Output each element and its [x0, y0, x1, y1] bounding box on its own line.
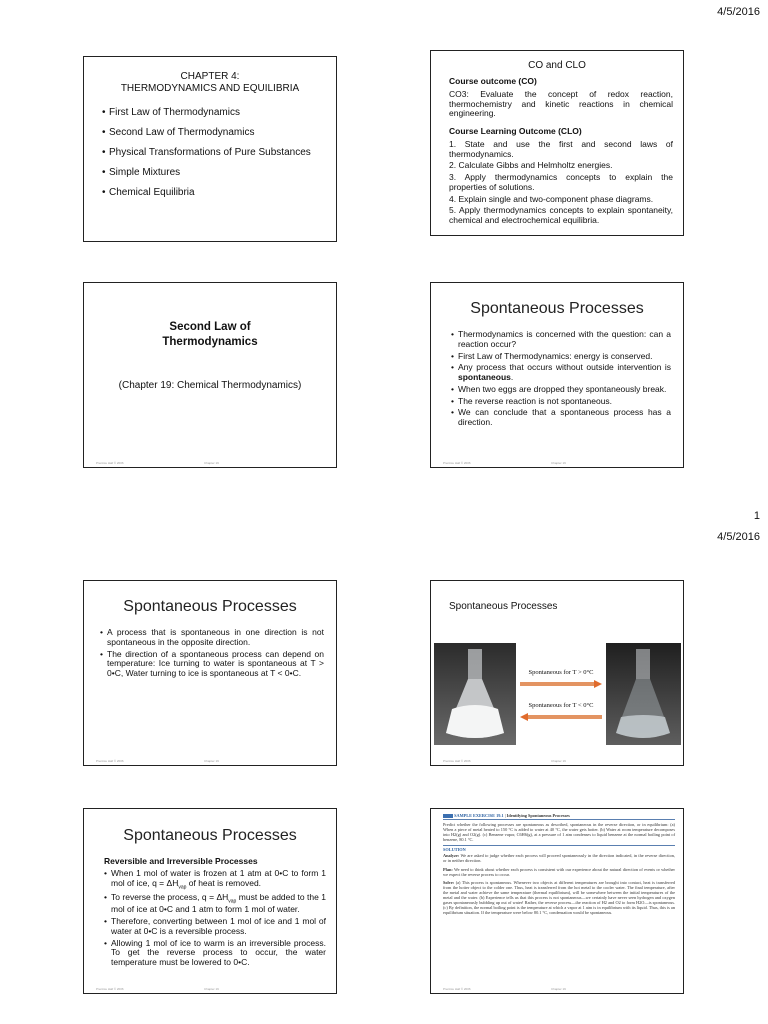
bullet-list — [104, 869, 326, 968]
list-item: • A process that is spontaneous in one direction is not spontaneous in the opposite direction. — [100, 628, 324, 648]
list-item: • When two eggs are dropped they spontaneously break. — [451, 385, 671, 395]
co-text: CO3: Evaluate the concept of redox reaction, thermochemistry and kinetic reactions in chemical engineering. — [449, 88, 673, 119]
clo-heading: Course Learning Outcome (CLO) — [449, 126, 582, 137]
clo-item: 1. State and use the first and second laws of thermodynamics. — [449, 138, 673, 159]
analyze-label: Analyze: — [443, 853, 460, 859]
exercise-intro: Predict whether the following processes are spontaneous as described, spontaneous in the reverse direction, or in equilibrium: (a) When a piece of metal heated to 150 °C is added to water at 40 °C, the water gets hotter. (b) Water at room temperature decomposes into H2(g) and O2(g). (c) Benzene vapor, C6H6(g), at a pressure of 1 atm condenses to liquid benzene at the normal boiling point of benzene, 80.1 °C. — [443, 822, 675, 843]
list-item-text: Any process that occurs without outside intervention is — [458, 362, 671, 373]
clo-item: 3. Apply thermodynamics concepts to explain the properties of solutions. — [449, 172, 673, 192]
arrow-label-top: Spontaneous for T > 0°C — [528, 669, 594, 676]
exercise-label: SAMPLE EXERCISE 19.1 — [454, 813, 504, 818]
list-item-text: of heat is removed. — [186, 877, 262, 888]
topic-list — [102, 107, 336, 198]
footer-left: Prentice Hall © 2006 — [96, 461, 124, 465]
subscript: vap — [228, 898, 237, 905]
slide-second-law-title — [83, 282, 337, 468]
slide-spontaneous-1 — [430, 282, 684, 468]
slide-title: Spontaneous Processes — [470, 300, 644, 317]
co-heading: Course outcome (CO) — [449, 76, 537, 86]
clo-item: 2. Calculate Gibbs and Helmholtz energies. — [449, 160, 613, 171]
bullet-list — [451, 330, 671, 428]
slide-sample-exercise: SAMPLE EXERCISE 19.1 | Identifying Spontaneous Processes Predict whether the following processes are spontaneous as described, spontaneous in the reverse direction, or in equilibrium: (a) When a piece of metal heated to 150 °C is added to water at 40 °C, the water gets hotter. (b) Water at room temperature decomposes into H2(g) and O2(g). (c) Benzene vapor, C6H6(g), at a pressure of 1 atm condenses to liquid benzene at the normal boiling point of benzene, 80.1 °C. SOLUTION Analyze: We are asked to judge whether each process will proceed spontaneously in the direction indicated, in the reverse direction, or in neither direction. Plan: We need to think about whether each process is consistent with our experience about the natural direction of events or whether we expect the reverse process to occur. Solve: (a) This process is spontaneous. Whenever two objects at different temperatures are brought into contact, heat is transferred from the hotter object to the colder one. Thus, heat is transferred from the hot metal to the cooler water. The final temperature, after the metal and water achieve the same temperature (thermal equilibrium), will be somewhere between the initial temperatures of the metal and the water. (b) Experience tells us that this process is not spontaneous—we certainly have never seen hydrogen and oxygen gases spontaneously bubbling up out of water! Rather, the reverse process—the reaction of H2 and O2 to form H2O—is spontaneous. (c) By definition, the normal boiling point is the temperature at which a vapor at 1 atm is in equilibrium with its liquid. Thus, this is an equilibrium situation. If the temperature were below 80.1 °C, condensation would be spontaneous. Prentice Hall © 2006 Chapter 19 — [430, 808, 684, 994]
list-item-text: When 1 mol of water is frozen at 1 atm at 0•C to form 1 mol of ice, q = ΔH — [111, 867, 326, 888]
slide-chapter-overview — [83, 56, 337, 242]
list-item-text: To reverse the process, q = ΔH — [111, 891, 229, 902]
page-number: 1 — [753, 510, 760, 522]
slide-title: Spontaneous Processes — [123, 827, 297, 844]
emphasis-spontaneous: spontaneous — [458, 372, 511, 383]
slide-reversible — [83, 808, 337, 994]
list-item: • Simple Mixtures — [102, 167, 336, 178]
list-item: • Any process that occurs without outside intervention is spontaneous. — [451, 363, 671, 383]
solve-text: (a) This process is spontaneous. Whenever two objects at different temperatures are brought into contact, heat is transferred from the hotter object to the colder one. Thus, heat is transferred from the hot metal to the cooler water. The final temperature, after the metal and water achieve the same temperature (thermal equilibrium), will be somewhere between the initial temperatures of the metal and the water. (b) Experience tells us that this process is not spontaneous—we certainly have never seen hydrogen and oxygen gases spontaneously bubbling up out of water! Rather, the reverse process—the reaction of H2 and O2 to form H2O—is spontaneous. (c) By definition, the normal boiling point is the temperature at which a vapor at 1 atm is in equilibrium with its liquid. Thus, this is an equilibrium situation. If the temperature were below 80.1 °C, condensation would be spontaneous. — [443, 879, 676, 915]
footer-right: Chapter 19 — [204, 461, 219, 465]
footer-left: Prentice Hall © 2006 — [443, 987, 471, 991]
list-item: • The reverse reaction is not spontaneous. — [451, 397, 671, 407]
slide-title: Spontaneous Processes — [449, 601, 558, 612]
slide-title-line2: THERMODYNAMICS AND EQUILIBRIA — [120, 83, 300, 94]
list-item: • Thermodynamics is concerned with the question: can a reaction occur? — [451, 330, 671, 350]
solution-heading: SOLUTION — [443, 845, 675, 852]
slide-title-line1: Second Law of — [169, 321, 251, 333]
list-item: • Chemical Equilibria — [102, 187, 336, 198]
list-item — [104, 869, 326, 891]
water-flask-image — [606, 643, 681, 745]
page-date-middle: 4/5/2016 — [717, 531, 760, 543]
footer-left: Prentice Hall © 2006 — [96, 759, 124, 763]
footer-right: Chapter 19 — [204, 759, 219, 763]
solve-label: Solve: — [443, 879, 455, 885]
list-item — [104, 893, 326, 915]
slide-subtitle: (Chapter 19: Chemical Thermodynamics) — [118, 379, 302, 391]
exercise-title: Identifying Spontaneous Processes — [506, 813, 570, 818]
list-item: • Therefore, converting between 1 mol of ice and 1 mol of water at 0•C is a reversible process. — [104, 917, 326, 937]
slide-co-clo — [430, 50, 684, 236]
arrow-right-icon — [520, 680, 602, 688]
list-item: • We can conclude that a spontaneous process has a direction. — [451, 408, 671, 428]
footer-right: Chapter 19 — [551, 461, 566, 465]
footer-right: Chapter 19 — [551, 759, 566, 763]
list-item: • First Law of Thermodynamics: energy is conserved. — [451, 352, 671, 362]
footer-left: Prentice Hall © 2006 — [96, 987, 124, 991]
section-heading: Reversible and Irreversible Processes — [104, 856, 258, 866]
bullet-list — [100, 628, 324, 679]
arrow-label-bottom: Spontaneous for T < 0°C — [528, 702, 594, 709]
plan-label: Plan: — [443, 866, 453, 872]
footer-right: Chapter 19 — [551, 987, 566, 991]
list-item: • The direction of a spontaneous process can depend on temperature: Ice turning to water is spontaneous at T > 0•C, Water turning to ice is spontaneous at T < 0•C. — [100, 650, 324, 679]
page-date-top: 4/5/2016 — [717, 6, 760, 18]
ice-flask-image — [434, 643, 516, 745]
slide-title: CO and CLO — [528, 60, 586, 71]
list-item: • First Law of Thermodynamics — [102, 107, 336, 118]
slide-spontaneous-image — [430, 580, 684, 766]
footer-left: Prentice Hall © 2006 — [443, 759, 471, 763]
footer-right: Chapter 19 — [204, 987, 219, 991]
footer-left: Prentice Hall © 2006 — [443, 461, 471, 465]
clo-item: 5. Apply thermodynamics concepts to explain spontaneity, chemical and electrochemical equilibria. — [449, 205, 673, 226]
flask-photo — [434, 643, 681, 745]
clo-item: 4. Explain single and two-component phase diagrams. — [449, 193, 654, 204]
list-item-text: must be added to the 1 mol of ice at 0•C and 1 atm to form 1 mol of water. — [111, 891, 326, 915]
arrow-left-icon — [520, 713, 602, 721]
list-item: • Allowing 1 mol of ice to warm is an irreversible process. To get the reverse process to occur, the water temperature must be lowered to 0•C. — [104, 939, 326, 968]
list-item: • Physical Transformations of Pure Substances — [102, 147, 336, 158]
analyze-text: We are asked to judge whether each process will proceed spontaneously in the direction indicated, in the reverse direction, or in neither direction. — [443, 853, 675, 864]
subscript: vap — [178, 884, 187, 891]
plan-text: We need to think about whether each process is consistent with our experience about the natural direction of events or whether we expect the reverse process to occur. — [443, 866, 675, 877]
slide-spontaneous-2 — [83, 580, 337, 766]
slide-title-line1: CHAPTER 4: — [180, 71, 240, 82]
exercise-marker-icon — [443, 814, 453, 818]
list-item: • Second Law of Thermodynamics — [102, 127, 336, 138]
slide-title-line2: Thermodynamics — [162, 335, 258, 348]
slide-title: Spontaneous Processes — [123, 598, 297, 615]
